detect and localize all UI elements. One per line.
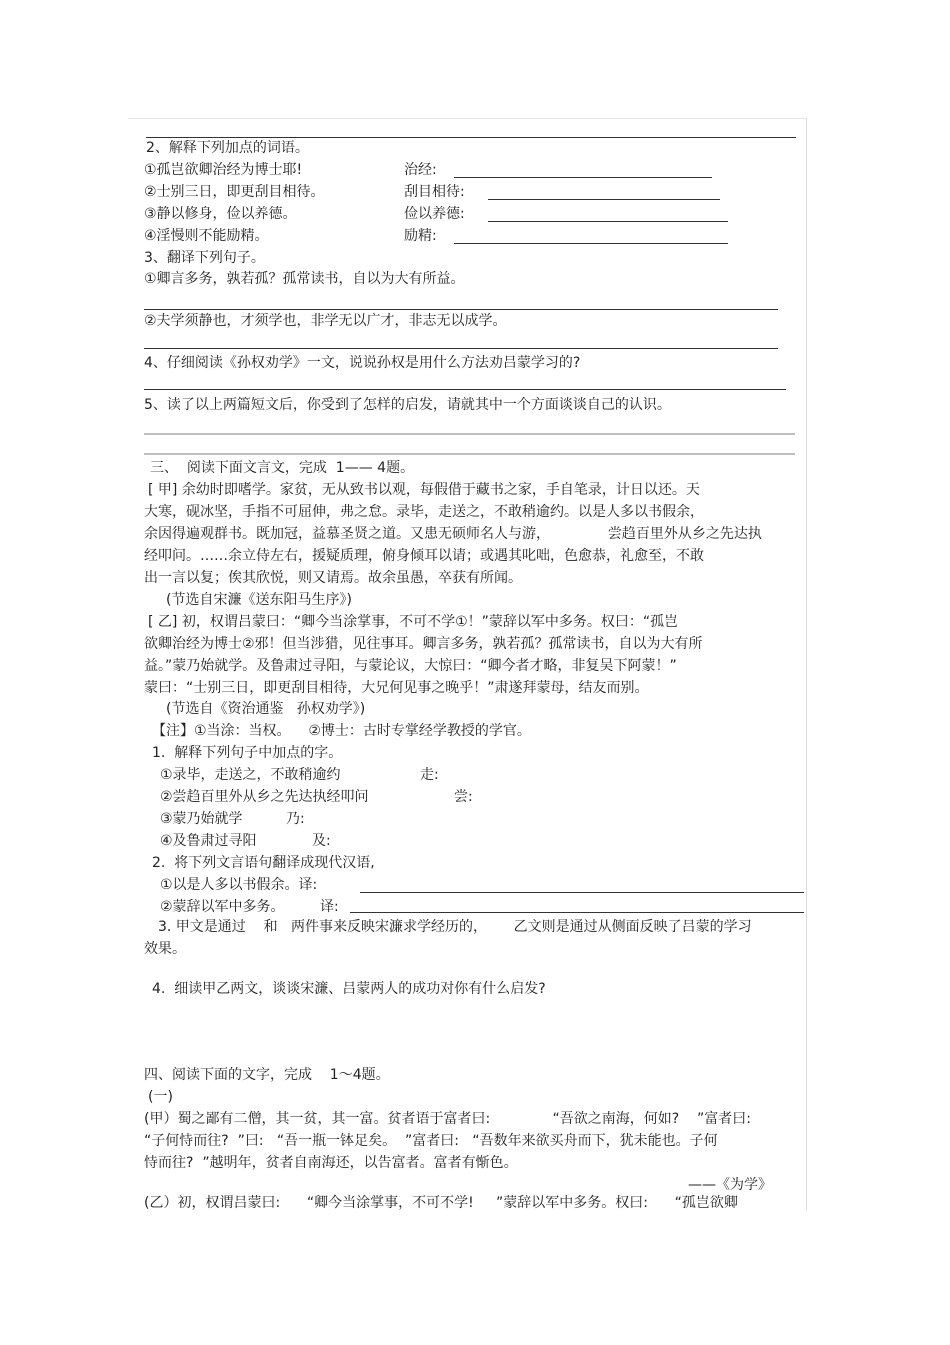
sec4-yi-line: (乙）初，权谓吕蒙曰: “卿今当涂掌事，不可不学! ”蒙辞以军中多务。权曰: “孤岂欲卿: [144, 1195, 738, 1211]
q2-item-4-sentence: ④淫慢则不能励精。: [144, 228, 269, 244]
q2-item-1-sentence: ①孤岂欲卿治经为博士耶!: [144, 162, 303, 178]
answer-line[interactable]: [144, 348, 778, 349]
sec3-q2-b: ②蒙辞以军中多务。: [160, 899, 285, 915]
sec4-jia-line: 恃而往? ”越明年，贫者自南海还，以告富者。富者有惭色。: [144, 1155, 518, 1171]
q2-title: 2、解释下列加点的词语。: [146, 140, 309, 156]
jia-source: (节选自宋濂《送东阳马生序》): [166, 592, 352, 608]
jia-text-line: [ 甲] 余幼时即嗜学。家贫，无从致书以观，每假借于藏书之家，手自笔录，计日以还。天: [148, 482, 700, 498]
section-4-heading: 四、阅读下面的文字，完成 1～4题。: [144, 1067, 390, 1083]
answer-line[interactable]: [488, 221, 728, 222]
sec3-q1-item-4: ④及鲁肃过寻阳: [160, 833, 257, 849]
yi-text-line: [ 乙] 初，权谓吕蒙曰：“卿今当涂掌事，不可不学①！”蒙辞以军中多务。权曰：“孤岂: [148, 614, 679, 630]
answer-line[interactable]: [144, 433, 795, 435]
sec4-jia-line: (甲）蜀之鄙有二僧，其一贫，其一富。贫者语于富者曰: “吾欲之南海，何如? ”富者曰:: [144, 1111, 751, 1127]
q2-item-2-sentence: ②士别三日，即更刮目相待。: [144, 184, 325, 200]
q2-item-4-term: 励精:: [404, 228, 437, 244]
answer-line[interactable]: [350, 912, 804, 913]
q3-sentence-1: ①卿言多务，孰若孤？孤常读书，自以为大有所益。: [144, 271, 465, 287]
answer-line[interactable]: [454, 177, 712, 178]
q2-item-2-term: 刮目相待:: [404, 184, 465, 200]
sec3-q1-item-4-term: 及:: [312, 833, 331, 849]
sec3-q1-item-3-term: 乃:: [286, 811, 305, 827]
section-4-sub: (一): [148, 1089, 173, 1105]
jia-text-line: 经叩问。……余立侍左右，援疑质理，俯身倾耳以请；或遇其叱咄，色愈恭，礼愈至，不敢: [144, 548, 704, 564]
yi-source: (节选自《资治通鉴 孙权劝学》): [166, 701, 366, 717]
sec3-q1-item-1: ①录毕，走送之，不敢稍逾约: [160, 767, 341, 783]
yi-text-line: 蒙曰：“士别三日，即更刮目相待，大兄何见事之晚乎！”肃遂拜蒙母，结友而别。: [144, 680, 649, 696]
q3-sentence-2: ②夫学须静也，才须学也，非学无以广才，非志无以成学。: [144, 313, 507, 329]
q2-item-3-term: 俭以养德:: [404, 206, 465, 222]
sec3-q1-item-2: ②尝趋百里外从乡之先达执经叩问: [160, 789, 369, 805]
yi-text-line: 益。”蒙乃始就学。及鲁肃过寻阳，与蒙论议，大惊曰：“卿今者才略，非复吴下阿蒙！”: [144, 658, 677, 674]
annotation-note: 【注】①当涂：当权。 ②博士：古时专掌经学教授的学官。: [152, 723, 531, 739]
sec3-q3-line-1: 3. 甲文是通过 和 两件事来反映宋濂求学经历的， 乙文则是通过从侧面反映了吕蒙的学习: [158, 919, 752, 935]
sec3-q2-b-label: 译:: [320, 899, 339, 915]
answer-line[interactable]: [488, 199, 720, 200]
sec4-jia-source: ——《为学》: [688, 1177, 772, 1193]
q5-question: 5、读了以上两篇短文后，你受到了怎样的启发，请就其中一个方面谈谈自己的认识。: [144, 397, 671, 413]
answer-line[interactable]: [144, 453, 795, 455]
sec3-q1-item-3: ③蒙乃始就学: [160, 811, 243, 827]
sec4-jia-line: “子何恃而往? ”曰: “吾一瓶一钵足矣。 ”富者曰: “吾数年来欲买舟而下，犹未能也。子何: [144, 1133, 718, 1149]
sec3-q2-a: ①以是人多以书假余。译:: [160, 877, 318, 893]
jia-text-line: 余因得遍观群书。既加冠，益慕圣贤之道。又患无硕师名人与游， 尝趋百里外从乡之先达执: [144, 526, 762, 542]
sec3-q4: 4. 细读甲乙两文，谈谈宋濂、吕蒙两人的成功对你有什么启发?: [152, 981, 546, 997]
jia-text-line: 出一言以复；俟其欣悦，则又请焉。故余虽愚，卒获有所闻。: [144, 570, 522, 586]
document-page: [128, 118, 807, 1211]
answer-line[interactable]: [144, 389, 786, 390]
answer-line[interactable]: [454, 243, 728, 244]
answer-line[interactable]: [144, 309, 778, 310]
q3-title: 3、翻译下列句子。: [144, 250, 265, 266]
sec3-q2-title: 2. 将下列文言语句翻译成现代汉语,: [152, 855, 375, 871]
sec3-q1-item-1-term: 走:: [420, 767, 439, 783]
sec3-q1-item-2-term: 尝:: [454, 789, 473, 805]
q2-item-3-sentence: ③静以修身，俭以养德。: [144, 206, 297, 222]
q2-item-1-term: 治经:: [404, 162, 437, 178]
q4-question: 4、仔细阅读《孙权劝学》一文，说说孙权是用什么方法劝吕蒙学习的?: [144, 355, 581, 371]
answer-line[interactable]: [360, 892, 804, 893]
jia-text-line: 大寒，砚冰坚，手指不可屈伸，弗之怠。录毕，走送之，不敢稍逾约。以是人多以书假余，: [144, 504, 704, 520]
section-3-heading: 三、 阅读下面文言文，完成 1—— 4题。: [150, 460, 415, 476]
yi-text-line: 欲卿治经为博士②邪！但当涉猎，见往事耳。卿言多务，孰若孤？孤常读书，自以为大有所: [144, 636, 703, 652]
sec3-q1-title: 1. 解释下列句子中加点的字。: [152, 745, 343, 761]
sec3-q3-line-2: 效果。: [144, 941, 186, 957]
